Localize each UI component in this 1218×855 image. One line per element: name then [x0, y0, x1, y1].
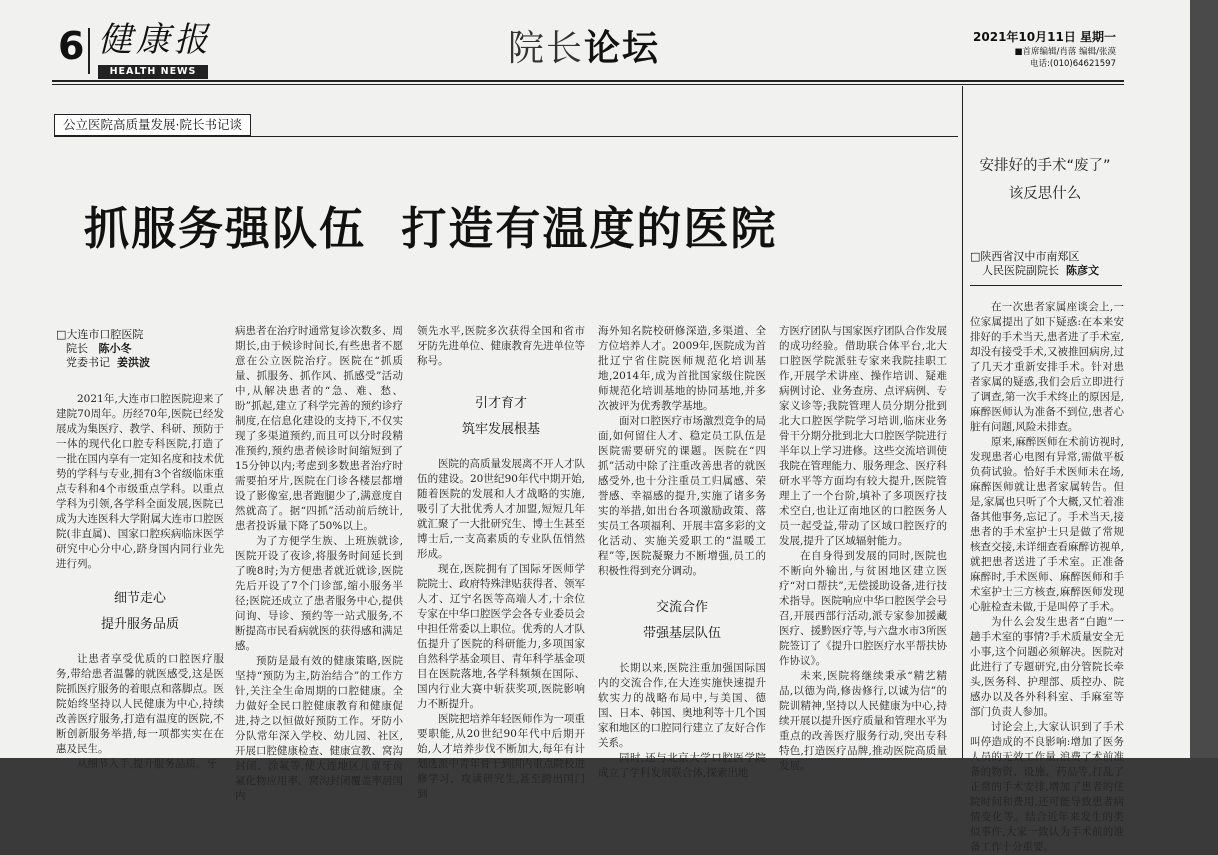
sidebar-title — [966, 152, 1124, 208]
article-column-5 — [779, 324, 947, 774]
sidebar-article — [970, 300, 1124, 855]
paragraph: 讨论会上,大家认识到了手术叫停造成的不良影响:增加了医务人员的无效工作量,浪费了术前准备的物资、设施、药品等,打乱了正常的手术安排,增加了患者的住院时间和费用,还可能导致患者病情变化等。结合近年来发生的类似事件,大家一致认为手术前的准备工作十分重要。 — [970, 721, 1124, 853]
section-title-part1: 院长 — [508, 28, 585, 69]
page-number: 6 — [58, 24, 85, 68]
sidebar-divider — [962, 86, 963, 758]
subheading — [56, 586, 224, 638]
masthead-en: HEALTH NEWS — [98, 65, 208, 79]
paragraph: 同时,还与北京大学口腔医学院成立了学科发展联合体,探索出地 — [598, 752, 766, 779]
paragraph: 预防是最有效的健康策略,医院坚持“预防为主,防治结合”的工作方针,关注全生命周期的口腔健康。全力做好全民口腔健康教育和健康促进,持之以恒做好预防工作。牙防小分队常年深入学校、幼儿园、社区,开展口腔健康检查、健康宣教、窝沟封闭、涂氟等,使大连地区儿童牙齿氟化物应用率、窝沟封闭覆盖率居国内 — [235, 655, 403, 802]
issue-date: 2021年10月11日 星期一 — [973, 30, 1116, 44]
scrollbar[interactable] — [1190, 0, 1218, 758]
sidebar-byline-org: □陕西省汉中市南郑区 — [970, 250, 1080, 263]
sidebar-title-line1: 安排好的手术“废了” — [979, 158, 1111, 174]
paragraph: 在自身得到发展的同时,医院也不断向外输出,与贫困地区建立医疗“对口帮扶”,无偿援助设备,进行技术指导。医院响应中华口腔医学会号召,开展西部行活动,派专家参加援藏医疗、援黔医疗等,与六盘水市3所医院签订了《提升口腔医疗水平帮扶协作协议》。 — [779, 550, 947, 667]
subheading-line: 带强基层队伍 — [642, 626, 721, 641]
byline-role2: 党委书记 — [66, 356, 110, 369]
sidebar-byline — [970, 250, 1122, 278]
byline-name1: 陈小冬 — [98, 342, 132, 355]
paragraph: 病患者在治疗时通常复诊次数多、周期长,由于候诊时间长,有些患者不愿意在公立医院治疗。医院在“抓质量、抓服务、抓作风、抓感受”活动中,从解决患者的“急、难、愁、盼”抓起,建立了科学完善的预约诊疗制度,在信息化建设的支持下,不仅实现了多渠道预约,而且可以分时段精准预约,预约患者候诊时间缩短到了15分钟以内;考虑到多数患者治疗时需要拍牙片,医院在门诊各楼层都增设了影像室,患者跑腿少了,满意度自然就高了。据“四抓”活动前后统计,患者投诉量下降了50%以上。 — [235, 325, 403, 532]
paragraph: 面对口腔医疗市场激烈竞争的局面,如何留住人才、稳定员工队伍是医院需要研究的课题。医院在“四抓”活动中除了注重改善患者的就医感受外,也十分注重员工归属感、荣誉感、幸福感的提升,实施了诸多务实的举措,如出台各项激励政策、落实员工各项福利、开展丰富多彩的文化活动、实施关爱职工的“温暖工程”等,医院凝聚力不断增强,员工的积极性得到充分调动。 — [598, 415, 766, 577]
article-column-1 — [56, 392, 224, 772]
header-rule — [52, 80, 1124, 82]
paragraph: 领先水平,医院多次获得全国和省市牙防先进单位、健康教育先进单位等称号。 — [417, 325, 585, 367]
paragraph: 未来,医院将继续秉承“精艺精品,以德为尚,修齿修行,以诚为信”的院训精神,坚持以人民健康为中心,持续开展以提升医疗质量和管理水平为重点的改善医疗服务行动,突出专科特色,打造医疗品牌,推动医院高质量发展。 — [779, 670, 947, 772]
subheading-line: 细节走心 — [113, 591, 166, 606]
sidebar-byline-role: 人民医院副院长 — [982, 264, 1059, 277]
sidebar-byline-name: 陈彦文 — [1066, 264, 1099, 277]
subheading — [417, 391, 585, 443]
paragraph: 在一次患者家属座谈会上,一位家属提出了如下疑惑:在本来安排好的手术当天,患者进了手术室,却没有接受手术,又被推回病房,过了几天才重新安排手术。针对患者家属的疑惑,我们会后立即进行了调查,第一次手术终止的原因是,麻醉医师认为准备不到位,患者心脏有问题,风险未排查。 — [970, 301, 1124, 433]
headline: 抓服务强队伍 打造有温度的医院 — [84, 202, 778, 255]
section-title — [508, 26, 660, 71]
paragraph: 长期以来,医院注重加强国际国内的交流合作,在大连实施快速提升软实力的战略布局中,与美国、德国、日本、韩国、奥地利等十几个国家和地区的口腔同行建立了友好合作关系。 — [598, 662, 766, 749]
phone-line: 电话:(010)64621597 — [1030, 59, 1116, 69]
subheading-line: 引才育才 — [474, 396, 527, 411]
paragraph: 从细节入手,提升服务品质。牙 — [77, 758, 217, 770]
masthead: 健康报 — [98, 20, 212, 60]
paragraph: 让患者享受优质的口腔医疗服务,带给患者温馨的就医感受,这是医院抓医疗服务的着眼点和落脚点。医院始终坚持以人民健康为中心,持续改善医疗服务,打造有温度的医院,不断创新服务举措,每一项都实实在在惠及民生。 — [56, 653, 224, 755]
byline-role1: 院长 — [66, 342, 88, 355]
subheading-line: 筑牢发展根基 — [461, 422, 540, 437]
subheading-line: 提升服务品质 — [100, 617, 179, 632]
byline-org: □大连市口腔医院 — [56, 328, 144, 341]
paragraph: 方医疗团队与国家医疗团队合作发展的成功经验。借助联合体平台,北大口腔医学院派驻专家来我院挂职工作,开展学术讲座、操作培训、疑难病例讨论、业务查房、点评病例、专家义诊等;我院管理人员分期分批到北大口腔医学院学习培训,临床业务骨干分期分批到北大口腔医学院进行半年以上学习进修。这些交流培训使我院在管理能力、服务理念、医疗科研水平等方面均有较大提升,医院管理上了一个台阶,填补了多项医疗技术空白,也让辽南地区的口腔医务人员一起受益,带动了区域口腔医疗的发展,提升了区域辐射能力。 — [779, 325, 947, 547]
sidebar-title-line2: 该反思什么 — [1008, 186, 1082, 202]
paragraph: 2021年,大连市口腔医院迎来了建院70周年。历经70年,医院已经发展成为集医疗、教学、科研、预防于一体的现代化口腔专科医院,打造了一批在国内享有一定知名度和技术优势的学科与专业,拥有3个省级临床重点专科和4个市级重点学科。以重点学科为引领,各学科全面发展,医院已成为大连医科大学附属大连市口腔医院(非直属)、国家口腔疾病临床医学研究中心分中心,跻身国内同行业先进行列。 — [56, 393, 224, 570]
article-column-2 — [235, 324, 403, 804]
subheading — [598, 595, 766, 647]
paragraph: 原来,麻醉医师在术前访视时,发现患者心电图有异常,需做平板负荷试验。恰好手术医师未在场,麻醉医师就让患者家属转告。但是,家属也只听了个大概,又忙着准备其他事务,忘记了。手术当天,接患者的手术室护士只是做了常规核查交接,未详细查看麻醉访视单,就把患者送进了手术室。正准备麻醉时,手术医师、麻醉医师和手术室护士三方核查,麻醉医师发现心脏检查未做,于是叫停了手术。 — [970, 436, 1124, 613]
paragraph: 现在,医院拥有了国际牙医师学院院士、政府特殊津贴获得者、领军人才、辽宁名医等高端人才,十余位专家在中华口腔医学会各专业委员会中担任常委以上职位。优秀的人才队伍提升了医院的科研能力,多项国家自然科学基金项目、青年科学基金项目在医院落地,各学科频频在国际、国内行业大赛中斩获奖项,医院影响力不断提升。 — [417, 563, 585, 710]
paragraph: 海外知名院校研修深造,多渠道、全方位培养人才。2009年,医院成为首批辽宁省住院医师规范化培训基地,2014年,成为首批国家级住院医师规范化培训基地的协同基地,并多次被评为优秀教学基地。 — [598, 325, 766, 412]
subheading-line: 交流合作 — [655, 600, 708, 615]
article-column-3 — [417, 324, 585, 802]
byline-name2: 姜洪波 — [117, 356, 150, 369]
article-column-4 — [598, 324, 766, 781]
column-label: 公立医院高质量发展·院长书记谈 — [54, 114, 251, 136]
paragraph: 医院的高质量发展离不开人才队伍的建设。20世纪90年代中期开始,随着医院的发展和人才战略的实施,吸引了大批优秀人才加盟,短短几年就汇聚了一大批研究生、博士生甚至博士后,一支高素质的专业队伍悄然形成。 — [417, 458, 585, 560]
editors-line: ■首席编辑/肖落 编辑/张漠 — [1014, 47, 1116, 57]
section-title-part2: 论坛 — [584, 27, 661, 69]
paragraph: 为什么会发生患者“白跑”一趟手术室的事情?手术质量安全无小事,这个问题必须解决。医院对此进行了专题研究,由分管院长牵头,医务科、护理部、质控办、院感办以及各外科科室、手麻室等部门负责人参加。 — [970, 616, 1124, 718]
byline — [56, 328, 224, 370]
paragraph: 医院把培养年轻医师作为一项重要职能,从20世纪90年代中后期开始,人才培养步伐不断加大,每年有计划选派中青年骨干到国内重点院校进修学习、攻读研究生,甚至跨出国门到 — [417, 713, 585, 800]
paragraph: 为了方便学生族、上班族就诊,医院开设了夜诊,将服务时间延长到了晚8时;为方便患者就近就诊,医院先后开设了7个门诊部,缩小服务半径;医院还成立了患者服务中心,提供问询、导诊、预约等一站式服务,不断提高市民看病就医的获得感和满足感。 — [235, 535, 403, 652]
